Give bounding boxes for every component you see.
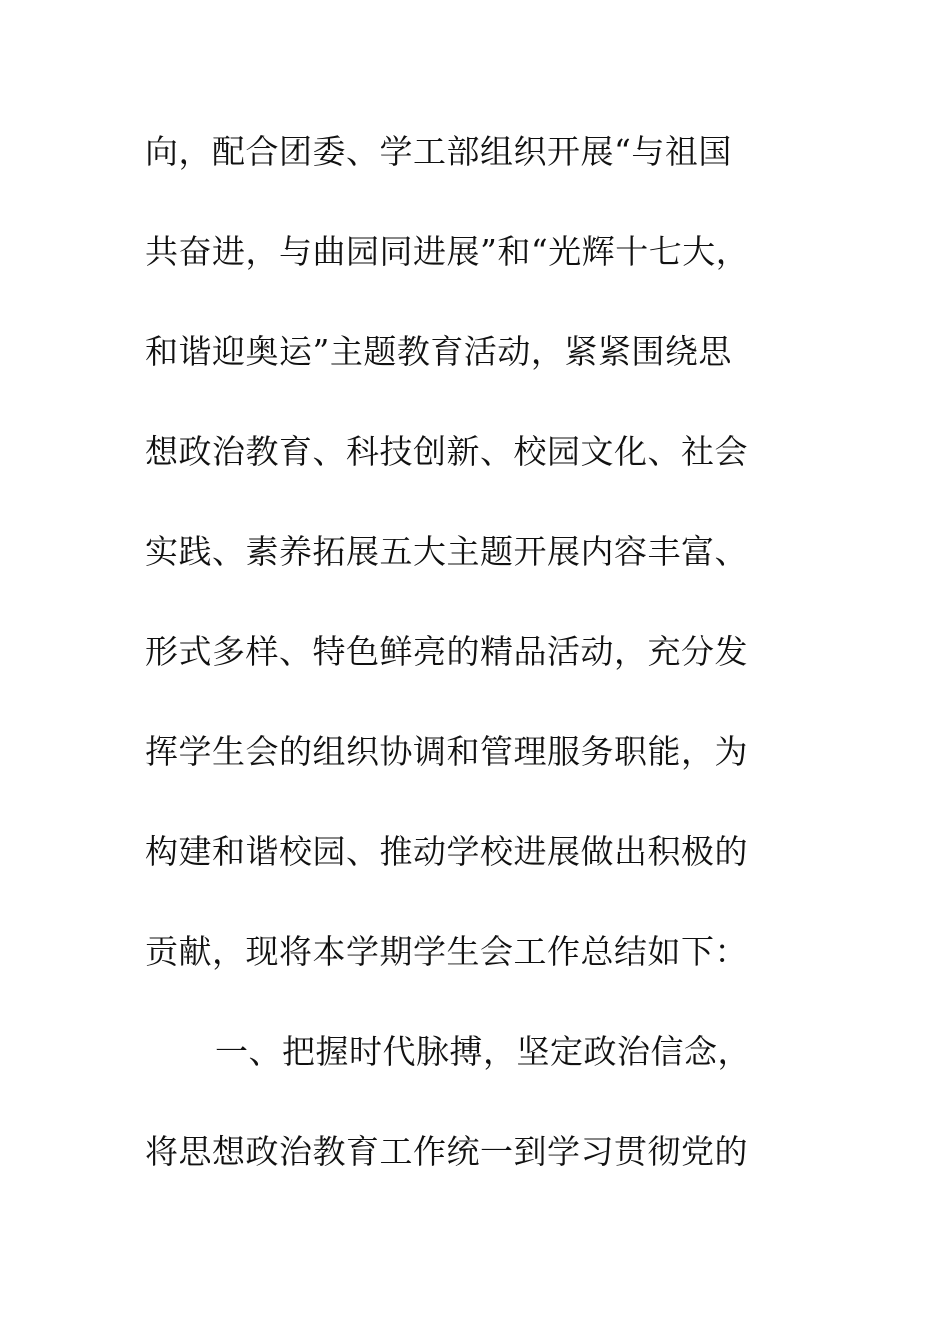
body-text-line: 想政治教育、科技创新、校园文化、社会	[145, 432, 748, 471]
body-text-line: 向，配合团委、学工部组织开展“与祖国	[145, 132, 732, 171]
body-text-line: 将思想政治教育工作统一到学习贯彻党的	[145, 1132, 748, 1171]
body-text-line: 贡献，现将本学期学生会工作总结如下：	[145, 932, 748, 971]
body-text-line: 形式多样、特色鲜亮的精品活动，充分发	[145, 632, 748, 671]
body-text-line: 和谐迎奥运”主题教育活动，紧紧围绕思	[145, 332, 732, 371]
body-text-line: 构建和谐校园、推动学校进展做出积极的	[145, 832, 748, 871]
body-text-line: 挥学生会的组织协调和管理服务职能，为	[145, 732, 748, 771]
body-text-line: 共奋进，与曲园同进展”和“光辉十七大，	[145, 232, 750, 271]
section-heading-line: 一、把握时代脉搏，坚定政治信念，	[215, 1032, 751, 1071]
body-text-line: 实践、素养拓展五大主题开展内容丰富、	[145, 532, 748, 571]
